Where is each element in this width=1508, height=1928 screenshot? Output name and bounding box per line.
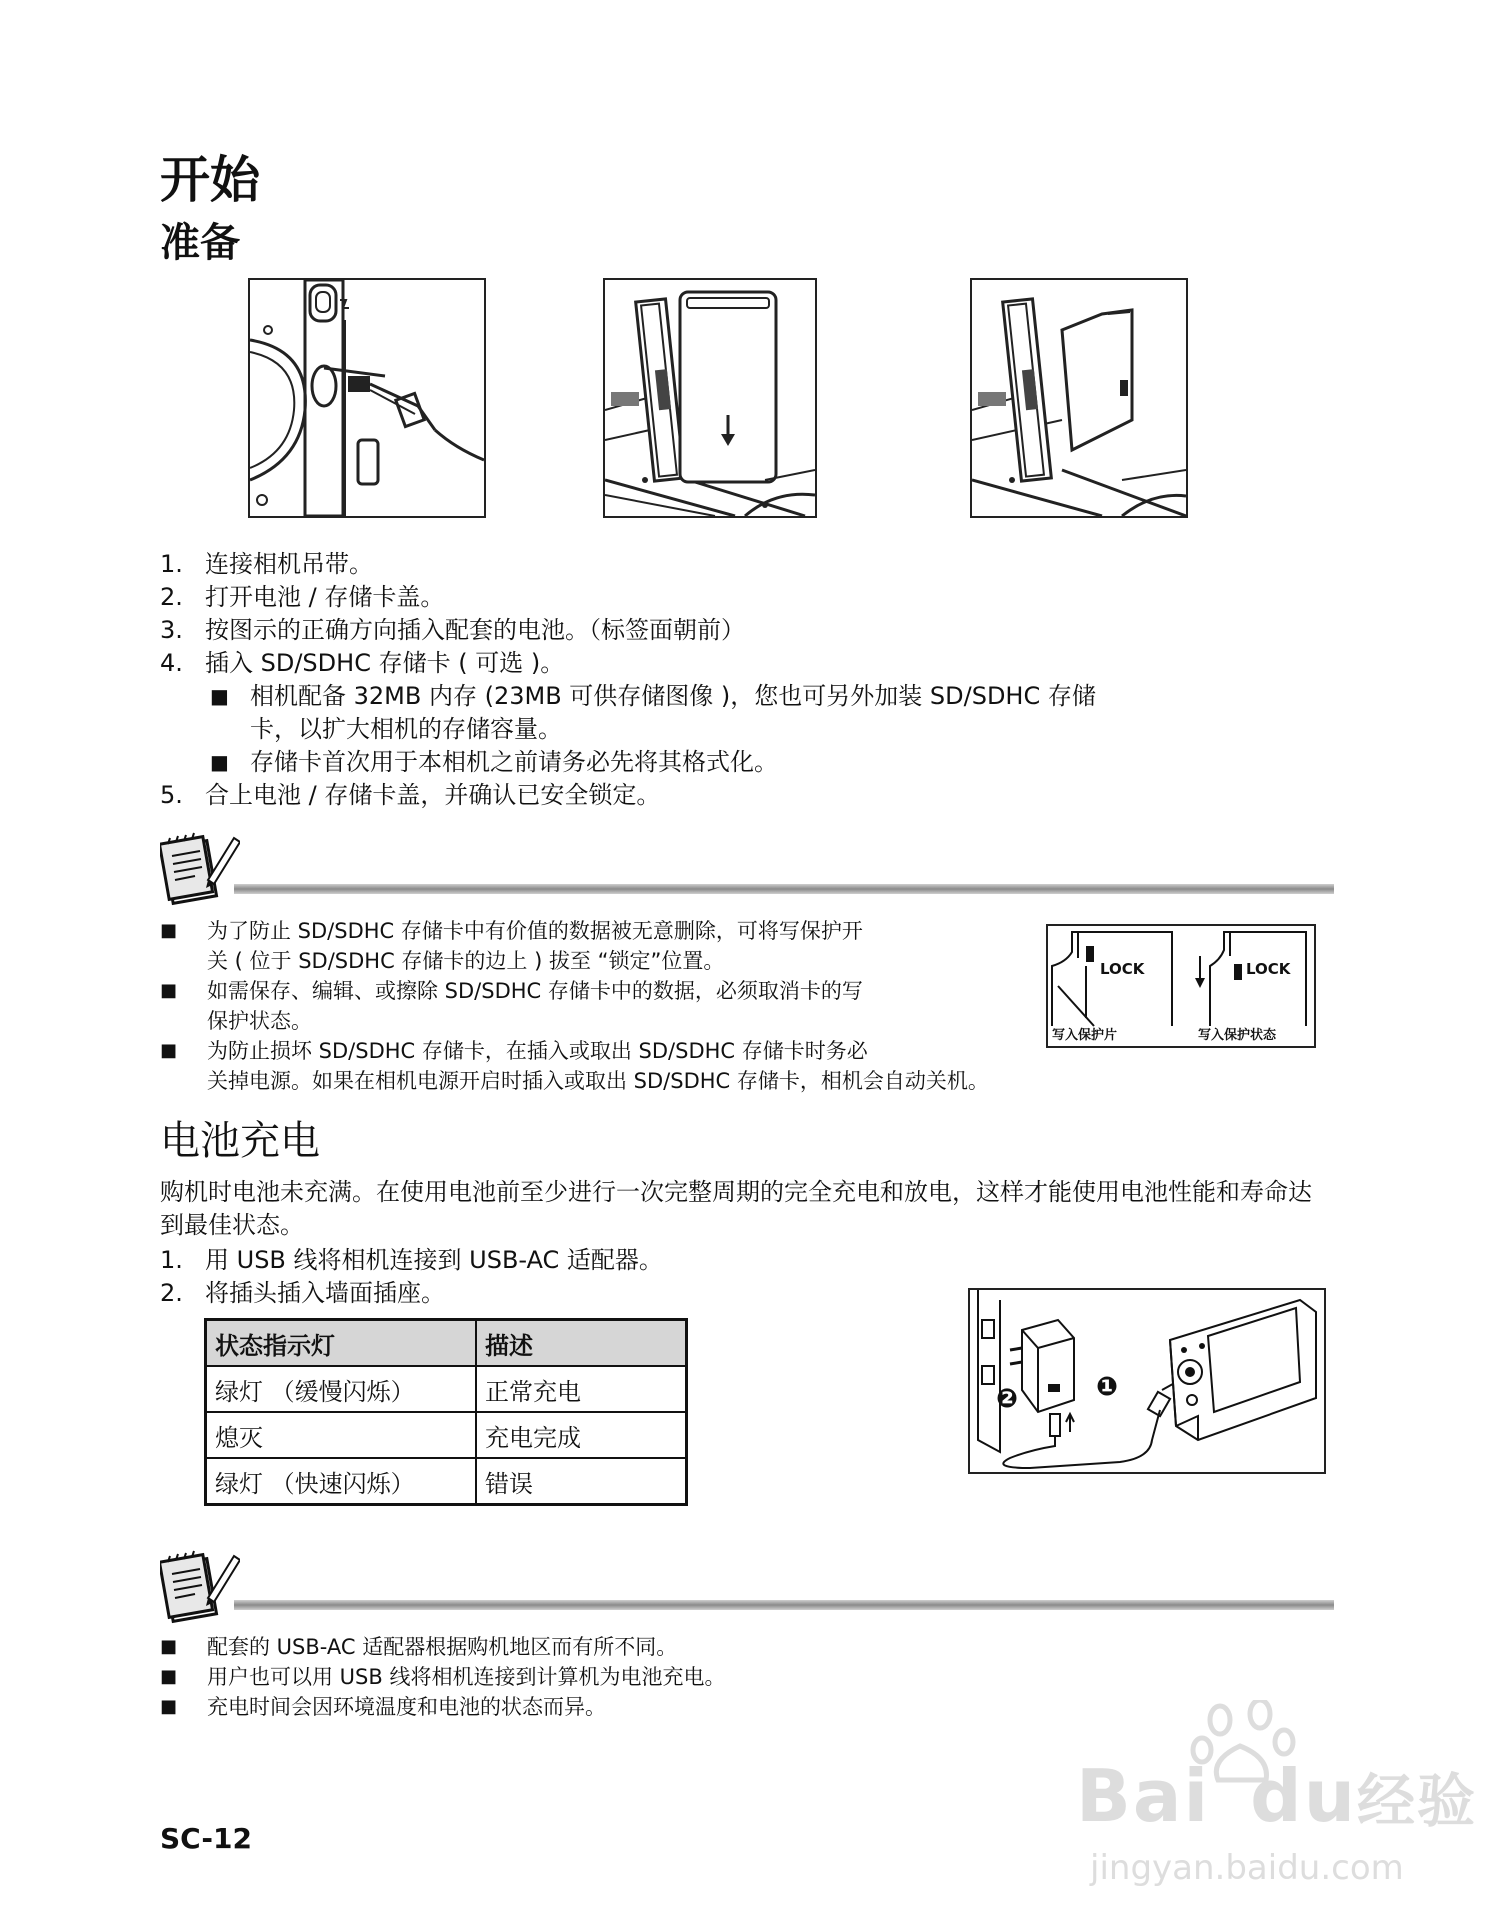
list-item (160, 548, 1096, 581)
note-text: 关掉电源。如果在相机电源开启时插入或取出 SD/SDHC 存储卡，相机会自动关机。 (207, 1069, 989, 1093)
strap-illustration (248, 278, 486, 518)
right-caption: 写入保护状态 (1198, 1028, 1277, 1043)
table-cell: 充电完成 (476, 1412, 687, 1458)
step-text: 将插头插入墙面插座。 (205, 1279, 445, 1307)
bullet-icon: ■ (160, 920, 178, 941)
note-text: 关 ( 位于 SD/SDHC 存储卡的边上 ) 拔至 “锁定”位置。 (207, 949, 725, 973)
page-number: SC-12 (160, 1822, 252, 1855)
note-icon (160, 1548, 240, 1624)
table-row (206, 1458, 687, 1505)
table-row (206, 1366, 687, 1412)
step-number: 2. (160, 583, 183, 611)
charge-paragraph: 购机时电池未充满。在使用电池前至少进行一次完整周期的完全充电和放电，这样才能使用电池性能和寿命达到最佳状态。 (160, 1178, 1312, 1239)
table-header-row (206, 1320, 687, 1367)
list-item (160, 1277, 663, 1310)
charging-illustration (968, 1288, 1326, 1474)
watermark-brand-b: du (1250, 1754, 1357, 1838)
note-text: 为防止损坏 SD/SDHC 存储卡，在插入或取出 SD/SDHC 存储卡时务必 (207, 1039, 868, 1063)
step-text: 连接相机吊带。 (205, 550, 373, 578)
sub-list-item (160, 746, 1096, 779)
watermark-brand (1076, 1754, 1477, 1838)
sub-text: 相机配备 32MB 内存 (23MB 可供存储图像 )，您也可另外加装 SD/SDHC 存储 (250, 682, 1096, 710)
step-text: 按图示的正确方向插入配套的电池。（标签面朝前） (205, 616, 745, 644)
write-protect-illustration (1046, 924, 1316, 1048)
charging-notes (160, 1632, 725, 1722)
sd-card-insert-illustration (970, 278, 1188, 518)
sub-list-item (160, 680, 1096, 746)
note-item (160, 1632, 725, 1662)
page-title: 开始 (160, 151, 260, 209)
note-icon (160, 830, 240, 906)
note-text: 配套的 USB-AC 适配器根据购机地区而有所不同。 (207, 1635, 678, 1659)
note-divider (234, 1600, 1334, 1610)
step-1-marker: ❶ (1096, 1372, 1119, 1402)
charge-section-title: 电池充电 (160, 1118, 320, 1164)
sub-text: 存储卡首次用于本相机之前请务必先将其格式化。 (250, 748, 778, 776)
note-text: 充电时间会因环境温度和电池的状态而异。 (207, 1695, 606, 1719)
table-header: 状态指示灯 (206, 1320, 477, 1367)
table-cell: 熄灭 (206, 1412, 477, 1458)
step-text: 插入 SD/SDHC 存储卡 ( 可选 )。 (205, 649, 565, 677)
note-item (160, 1036, 1040, 1096)
step-number: 4. (160, 649, 183, 677)
step-2-marker: ❷ (996, 1384, 1019, 1414)
status-table (204, 1318, 688, 1506)
table-row (206, 1412, 687, 1458)
list-item (160, 1244, 663, 1277)
note-text: 如需保存、编辑、或擦除 SD/SDHC 存储卡中的数据，必须取消卡的写 (207, 979, 863, 1003)
bullet-icon: ■ (210, 750, 229, 774)
step-number: 3. (160, 616, 183, 644)
step-text: 用 USB 线将相机连接到 USB-AC 适配器。 (205, 1246, 663, 1274)
list-item (160, 581, 1096, 614)
list-item (160, 614, 1096, 647)
watermark-brand-a: Bai (1076, 1754, 1211, 1838)
bullet-icon: ■ (160, 1636, 178, 1657)
note-text: 为了防止 SD/SDHC 存储卡中有价值的数据被无意删除，可将写保护开 (207, 919, 863, 943)
step-number: 1. (160, 550, 183, 578)
sub-text: 卡，以扩大相机的存储容量。 (250, 715, 562, 743)
watermark-url: jingyan.baidu.com (1090, 1848, 1404, 1888)
step-text: 打开电池 / 存储卡盖。 (205, 583, 445, 611)
table-cell: 绿灯 （缓慢闪烁） (206, 1366, 477, 1412)
note-text: 用户也可以用 USB 线将相机连接到计算机为电池充电。 (207, 1665, 726, 1689)
note-item (160, 1662, 725, 1692)
preparation-steps (160, 548, 1096, 812)
note-divider (234, 884, 1334, 894)
list-item (160, 779, 1096, 812)
table-cell: 绿灯 （快速闪烁） (206, 1458, 477, 1505)
bullet-icon: ■ (210, 684, 229, 708)
bullet-icon: ■ (160, 1696, 178, 1717)
lock-label: LOCK (1246, 960, 1291, 978)
table-cell: 正常充电 (476, 1366, 687, 1412)
step-number: 1. (160, 1246, 183, 1274)
sd-card-notes (160, 916, 1040, 1096)
battery-insert-illustration (603, 278, 817, 518)
charge-steps (160, 1244, 663, 1310)
bullet-icon: ■ (160, 980, 178, 1001)
left-caption: 写入保护片 (1052, 1028, 1118, 1043)
bullet-icon: ■ (160, 1666, 178, 1687)
bullet-icon: ■ (160, 1040, 178, 1061)
lock-label: LOCK (1100, 960, 1145, 978)
step-text: 合上电池 / 存储卡盖，并确认已安全锁定。 (205, 781, 661, 809)
table-cell: 错误 (476, 1458, 687, 1505)
watermark-brand-cn: 经验 (1356, 1767, 1477, 1835)
note-item (160, 916, 1040, 976)
note-item (160, 976, 1040, 1036)
note-item (160, 1692, 725, 1722)
step-number: 2. (160, 1279, 183, 1307)
table-header: 描述 (476, 1320, 687, 1367)
step-number: 5. (160, 781, 183, 809)
list-item (160, 647, 1096, 680)
note-text: 保护状态。 (207, 1009, 312, 1033)
section-title: 准备 (160, 220, 240, 266)
